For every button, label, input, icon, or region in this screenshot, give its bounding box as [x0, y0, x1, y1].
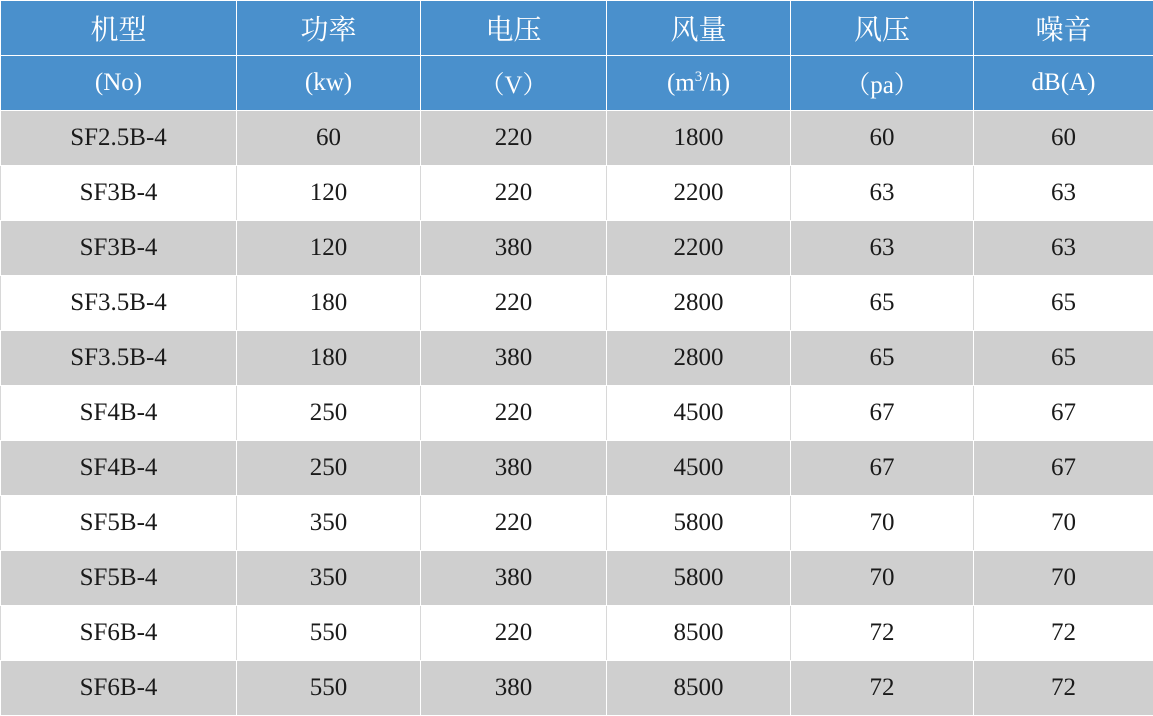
table-row: [1, 496, 1153, 551]
table-row: [1, 441, 1153, 496]
cell-voltage: 220: [421, 496, 607, 551]
cell-model: SF4B-4: [1, 386, 237, 441]
cell-voltage: 380: [421, 551, 607, 606]
column-header-pressure: 风压: [791, 1, 974, 56]
cell-airflow: 4500: [607, 441, 791, 496]
airflow-unit-pre: (m: [667, 69, 695, 96]
column-unit-noise: dB(A): [974, 56, 1153, 111]
column-header-noise: 噪音: [974, 1, 1153, 56]
table-header: [1, 1, 1153, 111]
cell-airflow: 2200: [607, 166, 791, 221]
cell-voltage: 380: [421, 441, 607, 496]
column-header-model: 机型: [1, 1, 237, 56]
cell-voltage: 220: [421, 111, 607, 166]
cell-model: SF5B-4: [1, 551, 237, 606]
column-header-voltage: 电压: [421, 1, 607, 56]
table-row: [1, 606, 1153, 661]
cell-pressure: 60: [791, 111, 974, 166]
cell-power: 120: [237, 221, 421, 276]
table-row: [1, 661, 1153, 716]
cell-voltage: 220: [421, 386, 607, 441]
cell-pressure: 72: [791, 661, 974, 716]
cell-pressure: 63: [791, 166, 974, 221]
cell-airflow: 8500: [607, 606, 791, 661]
cell-noise: 72: [974, 661, 1153, 716]
cell-model: SF3B-4: [1, 221, 237, 276]
cell-power: 250: [237, 386, 421, 441]
cell-airflow: 5800: [607, 551, 791, 606]
cell-airflow: 2800: [607, 276, 791, 331]
cell-pressure: 67: [791, 386, 974, 441]
cell-noise: 67: [974, 386, 1153, 441]
table-row: [1, 551, 1153, 606]
cell-voltage: 380: [421, 661, 607, 716]
cell-airflow: 4500: [607, 386, 791, 441]
cell-noise: 65: [974, 276, 1153, 331]
cell-power: 350: [237, 496, 421, 551]
cell-noise: 63: [974, 166, 1153, 221]
cell-model: SF3.5B-4: [1, 331, 237, 386]
cell-pressure: 65: [791, 276, 974, 331]
column-unit-model: (No): [1, 56, 237, 111]
airflow-unit-post: /h): [702, 69, 730, 96]
column-unit-airflow: [607, 56, 791, 111]
cell-airflow: 5800: [607, 496, 791, 551]
table-row: [1, 276, 1153, 331]
cell-pressure: 63: [791, 221, 974, 276]
cell-voltage: 380: [421, 331, 607, 386]
cell-noise: 72: [974, 606, 1153, 661]
cell-noise: 65: [974, 331, 1153, 386]
cell-noise: 70: [974, 551, 1153, 606]
cell-model: SF5B-4: [1, 496, 237, 551]
column-unit-power: (kw): [237, 56, 421, 111]
cell-voltage: 380: [421, 221, 607, 276]
cell-power: 60: [237, 111, 421, 166]
cell-pressure: 65: [791, 331, 974, 386]
cell-noise: 67: [974, 441, 1153, 496]
cell-airflow: 2200: [607, 221, 791, 276]
cell-model: SF6B-4: [1, 661, 237, 716]
cell-voltage: 220: [421, 166, 607, 221]
table-row: [1, 166, 1153, 221]
column-header-airflow: 风量: [607, 1, 791, 56]
cell-model: SF4B-4: [1, 441, 237, 496]
column-header-power: 功率: [237, 1, 421, 56]
table-row: [1, 331, 1153, 386]
cell-power: 120: [237, 166, 421, 221]
cell-power: 350: [237, 551, 421, 606]
header-row-units: [1, 56, 1153, 111]
header-row-titles: [1, 1, 1153, 56]
table-row: [1, 221, 1153, 276]
table-body: [1, 111, 1153, 716]
column-unit-pressure: （pa）: [791, 56, 974, 111]
cell-airflow: 8500: [607, 661, 791, 716]
cell-airflow: 1800: [607, 111, 791, 166]
cell-pressure: 67: [791, 441, 974, 496]
cell-model: SF6B-4: [1, 606, 237, 661]
cell-power: 180: [237, 331, 421, 386]
cell-power: 550: [237, 606, 421, 661]
table-row: [1, 111, 1153, 166]
cell-power: 550: [237, 661, 421, 716]
airflow-unit-sup: 3: [695, 69, 703, 85]
cell-noise: 60: [974, 111, 1153, 166]
column-unit-voltage: （V）: [421, 56, 607, 111]
cell-pressure: 72: [791, 606, 974, 661]
table-row: [1, 386, 1153, 441]
cell-model: SF3.5B-4: [1, 276, 237, 331]
cell-model: SF2.5B-4: [1, 111, 237, 166]
cell-pressure: 70: [791, 496, 974, 551]
cell-power: 180: [237, 276, 421, 331]
cell-voltage: 220: [421, 606, 607, 661]
cell-noise: 70: [974, 496, 1153, 551]
cell-pressure: 70: [791, 551, 974, 606]
cell-noise: 63: [974, 221, 1153, 276]
cell-airflow: 2800: [607, 331, 791, 386]
cell-voltage: 220: [421, 276, 607, 331]
cell-model: SF3B-4: [1, 166, 237, 221]
cell-power: 250: [237, 441, 421, 496]
